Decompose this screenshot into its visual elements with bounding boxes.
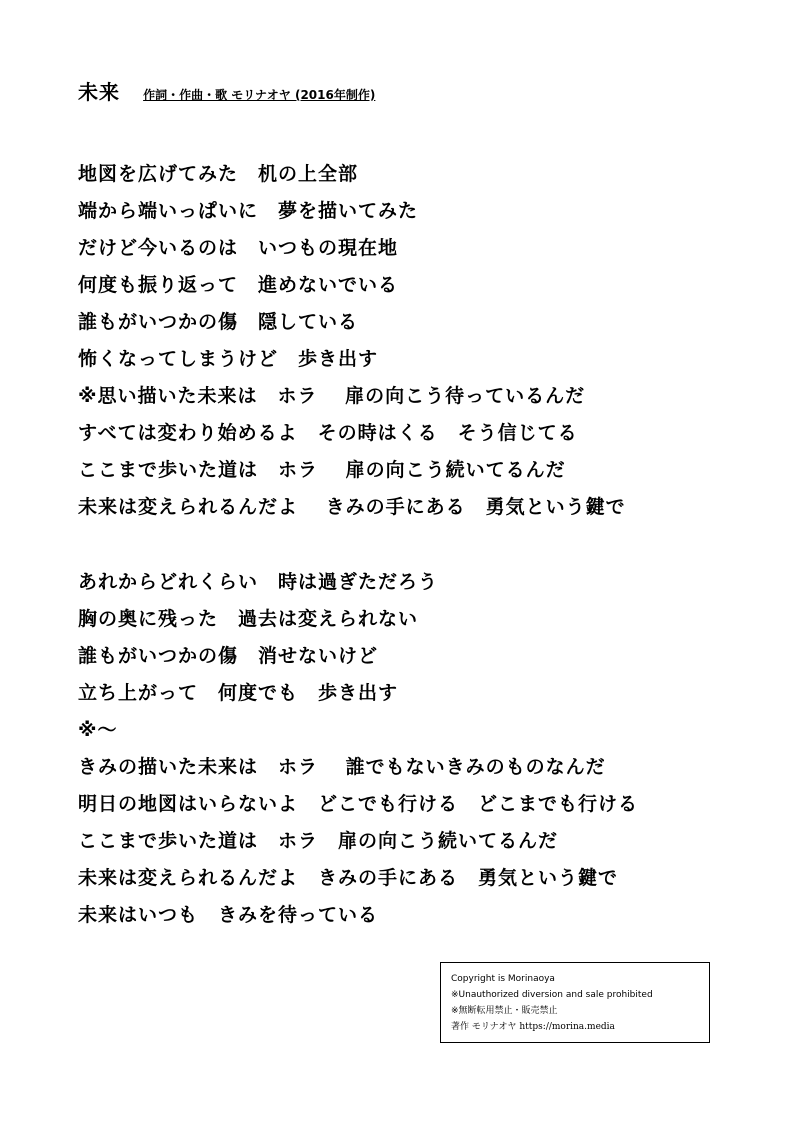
lyric-line: 誰もがいつかの傷 隠している [78,311,359,333]
lyric-line: 端から端いっぱいに 夢を描いてみた [78,200,419,222]
lyric-line: 誰もがいつかの傷 消せないけど [78,645,379,667]
lyric-line: あれからどれくらい 時は過ぎただろう [78,571,439,593]
copyright-author-line [451,1019,699,1035]
copyright-line: Copyright is Morinaoya [451,974,555,984]
lyric-line: 未来はいつも きみを待っている [78,904,379,926]
lyric-line: きみの描いた未来は ホラ 誰でもないきみのものなんだ [78,756,606,778]
copyright-notice [440,962,710,1043]
lyric-line: 未来は変えられるんだよ きみの手にある 勇気という鍵で [78,496,626,518]
copyright-line: ※無断転用禁止・販売禁止 [451,1006,558,1016]
stanza-gap [78,526,778,564]
author-credit: 著作 モリナオヤ [451,1022,520,1032]
lyric-line: すべては変わり始めるよ その時はくる そう信じてる [78,422,578,444]
lyrics-body [78,156,778,934]
song-credits: 作詞・作曲・歌 モリナオヤ (2016年制作) [143,88,376,102]
lyric-line: 怖くなってしまうけど 歩き出す [78,348,379,370]
lyric-line: 地図を広げてみた 机の上全部 [78,163,359,185]
lyric-line: ここまで歩いた道は ホラ 扉の向こう続いてるんだ [78,459,566,481]
song-title: 未来 [78,80,120,104]
copyright-line: ※Unauthorized diversion and sale prohibited [451,990,653,1000]
lyric-line: ※～ [78,719,118,741]
lyric-line: だけど今いるのは いつもの現在地 [78,237,399,259]
verse-1 [78,156,778,526]
lyric-line: 胸の奥に残った 過去は変えられない [78,608,419,630]
lyric-line: 立ち上がって 何度でも 歩き出す [78,682,399,704]
lyric-line: 何度も振り返って 進めないでいる [78,274,399,296]
lyric-line: ※思い描いた未来は ホラ 扉の向こう待っているんだ [78,385,586,407]
website-url: https://morina.media [519,1022,615,1032]
document-header [78,76,375,105]
verse-2 [78,564,778,934]
lyric-line: 未来は変えられるんだよ きみの手にある 勇気という鍵で [78,867,619,889]
lyric-line: 明日の地図はいらないよ どこでも行ける どこまでも行ける [78,793,639,815]
lyric-line: ここまで歩いた道は ホラ 扉の向こう続いてるんだ [78,830,559,852]
